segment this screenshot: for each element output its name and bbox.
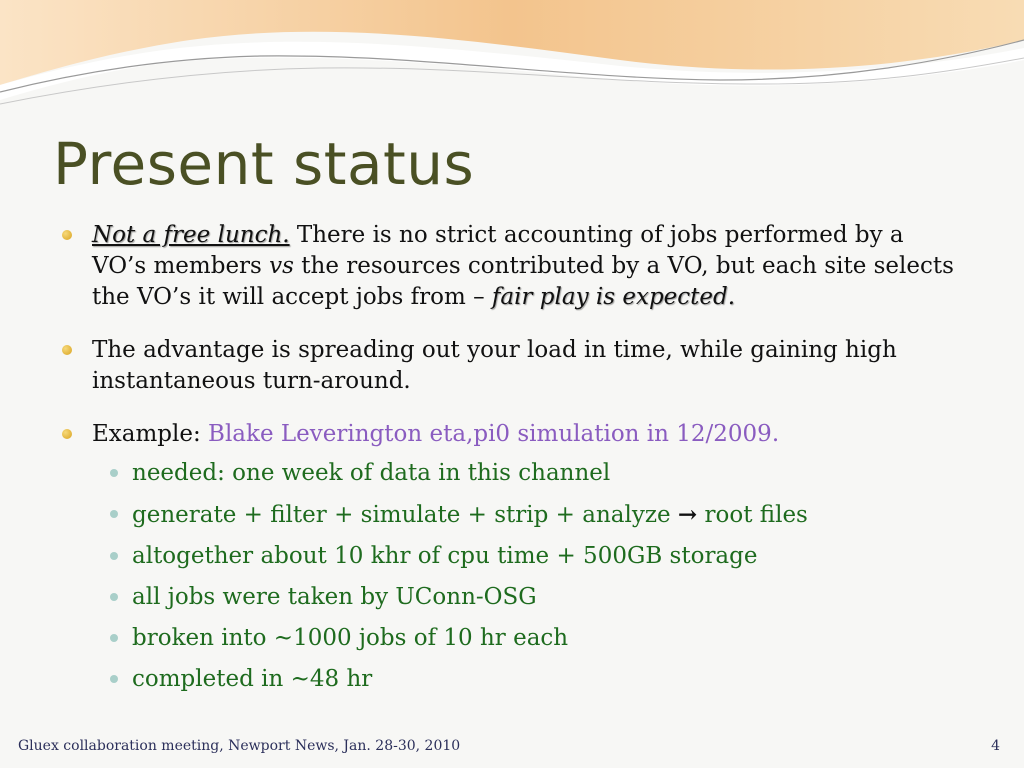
sub-bullet-item — [62, 458, 962, 489]
sub-bullet-item — [62, 623, 962, 654]
sub-bullet-icon — [110, 552, 118, 560]
slide-content — [62, 220, 962, 705]
bullet-advantage — [62, 335, 962, 397]
sub-bullet-icon — [110, 593, 118, 601]
sub-bullet-icon — [110, 469, 118, 477]
page-number: 4 — [991, 738, 1000, 754]
sub-bullet-icon — [110, 675, 118, 683]
slide-title: Present status — [53, 130, 475, 198]
sub-bullet-icon — [110, 634, 118, 642]
example-sub-list — [62, 458, 962, 695]
sub-bullet-text: broken into ~1000 jobs of 10 hr each — [132, 625, 569, 651]
sub-bullet-item — [62, 664, 962, 695]
sub-bullet-item — [62, 499, 962, 531]
sub-bullet-item — [62, 582, 962, 613]
sub-bullet-text: generate + filter + simulate + strip + analyze — [132, 502, 671, 528]
bullet-icon — [62, 345, 72, 355]
sub-bullet-icon — [110, 510, 118, 518]
bullet-text: There is no strict accounting of jobs performed by a VO’s members — [92, 222, 904, 279]
bullet-not-a-free-lunch — [62, 220, 962, 313]
sub-bullet-text: needed: one week of data in this channel — [132, 460, 611, 486]
bullet-icon — [62, 230, 72, 240]
sub-bullet-item — [62, 541, 962, 572]
arrow-right-icon: → — [677, 501, 698, 528]
bullet-lead-text: Not a free lunch. — [92, 222, 290, 248]
example-link[interactable]: Blake Leverington eta,pi0 simulation in 12/2009. — [208, 421, 780, 447]
fair-play-text: fair play is expected. — [491, 284, 736, 310]
bullet-text-continued: the resources contributed by a VO, but each site selects the VO’s it will accept jobs from – — [92, 253, 954, 310]
sub-bullet-text: completed in ~48 hr — [132, 666, 373, 692]
bullet-example — [62, 419, 962, 450]
bullet-text: The advantage is spreading out your load in time, while gaining high instantaneous turn-around. — [92, 337, 897, 394]
header-wave-decoration — [0, 0, 1024, 120]
sub-bullet-text-tail: root files — [697, 502, 808, 528]
sub-bullet-text: all jobs were taken by UConn-OSG — [132, 584, 537, 610]
example-label: Example: — [92, 421, 209, 447]
vs-text: vs — [269, 253, 294, 279]
bullet-icon — [62, 429, 72, 439]
sub-bullet-text: altogether about 10 khr of cpu time + 500GB storage — [132, 543, 758, 569]
footer-text: Gluex collaboration meeting, Newport News, Jan. 28-30, 2010 — [18, 738, 461, 754]
